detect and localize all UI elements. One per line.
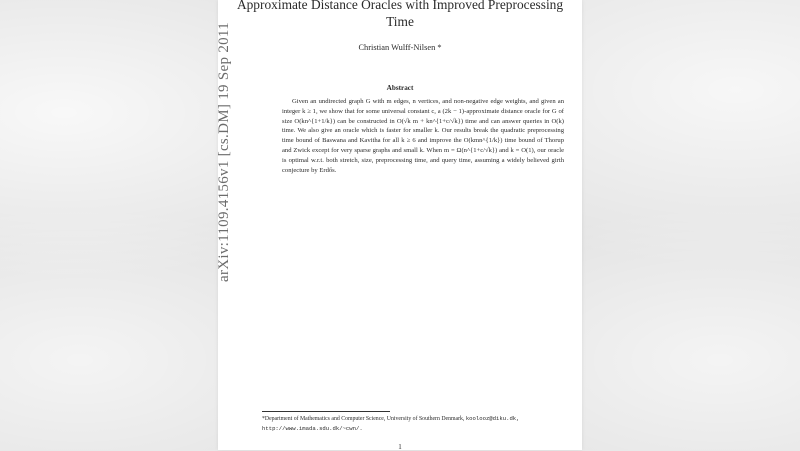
footnote-url[interactable]: http://www.imada.sdu.dk/~cwn/. [262, 425, 363, 432]
abstract-heading: Abstract [386, 84, 414, 92]
paper-page [218, 0, 582, 450]
footnote-rule [262, 411, 390, 412]
footnote-email[interactable]: koolooz@diku.dk, [465, 415, 520, 422]
abstract-text: Given an undirected graph G with m edges, n vertices, and non-negative edge weights, and given an integer k ≥ 1, we show that for some universal constant c, a (2k − 1)-approximate distance oracle for G of size O(kn^{1+1/k}) can be constructed in O(√k m + kn^{1+c/√k}) time and can answer queries in O(k) time. We also give an oracle which is faster for smaller k. Our results break the quadratic preprocessing time bound of Baswana and Kavitha for all k ≥ 6 and improve the O(kmn^{1/k}) time bound of Thorup and Zwick except for very sparse graphs and small k. When m = Ω(n^{1+c/√k}) and k = O(1), our oracle is optimal w.r.t. both stretch, size, preprocessing time, and query time, assuming a widely believed girth conjecture by Erdős. [282, 98, 564, 174]
arxiv-side-stamp: arXiv:1109.4156v1 [cs.DM] 19 Sep 2011 [216, 22, 232, 282]
page-number: 1 [398, 443, 402, 451]
footnote-affiliation: *Department of Mathematics and Computer Science, University of Southern Denmark, [262, 416, 465, 422]
paper-title: Approximate Distance Oracles with Improved Preprocessing Time [236, 0, 564, 29]
author-line: Christian Wulff-Nilsen * [358, 43, 442, 52]
footnote [262, 414, 584, 434]
